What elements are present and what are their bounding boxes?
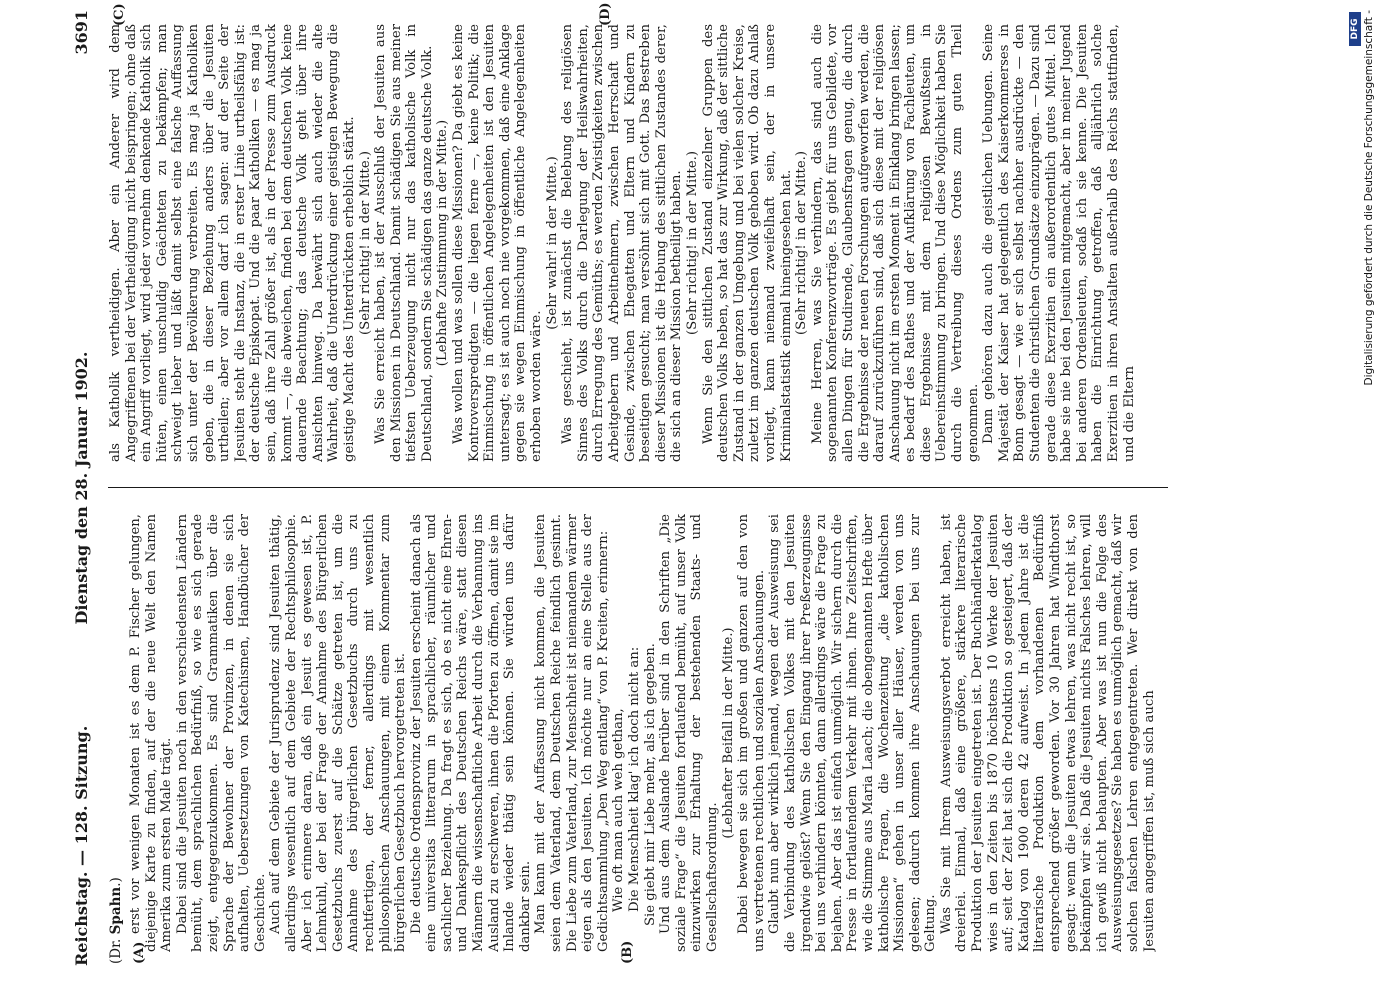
speaker-suffix: .) — [108, 877, 124, 887]
dfg-logo: DFG — [1349, 12, 1361, 46]
margin-marker-b: (B) — [620, 940, 635, 964]
margin-marker-c: (C) — [112, 3, 127, 26]
poem-line: Die Menschheit klag' ich doch nicht an: — [627, 646, 642, 912]
paragraph: Die deutsche Ordensprovinz der Jesuiten erscheint danach als eine universitas litterarum in sprachlicher, räumlicher und sachlicher Beziehung. Da fragt es sich, ob es nicht eine Ehren- und Dankespflicht des Deutschen Reichs wäre, statt diesen Männern die wissenschaftliche Arbeit durch die Verbannung ins Ausland zu erschweren, ihnen die Pforten zu öffnen, damit sie im Inlande wieder thätig sein können. Sie würden uns dafür dankbar sein. — [408, 514, 533, 952]
paragraph: Meine Herren, was Sie verhindern, das sind auch die sogenannten Konferenzvorträge. Es giebt für uns Gebildete, vor allen Dingen für Studirende, Glaubensfragen genug, die durch die Ergebnisse der neuen Forschungen aufgeworfen werden, die darauf zurückzuführen sind, daß sich diese mit der religiösen Anschauung nicht im ersten Moment in Einklang bringen lassen; es bedarf des Rathes und der Aufklärung von Fachleuten, um diese Ergebnisse mit dem religiösen Bewußtsein in Uebereinstimmung zu bringen. Und diese Möglichkeit haben Sie durch die Vertreibung dieses Ordens zum guten Theil genommen. — [809, 24, 981, 462]
stage-direction: (Sehr richtig! in der Mitte.) — [794, 151, 810, 335]
paragraph: Was geschieht, ist zunächst die Belebung des religiösen Sinnes des Volks durch die Darlegung der Heilswahrheiten, durch Erregung des Gemüths; es werden Zwistigkeiten zwischen Arbeitgebern und Arbeitnehmern, zwischen Herrschaft und Gesinde, zwischen Ehegatten und Eltern und Kindern zu beseitigen gesucht; man versöhnt sich mit Gott. Das Bestreben dieser Missionen ist die Hebung des sittlichen Zustandes derer, die sich an dieser Mission betheiligt haben. — [560, 24, 685, 462]
header-session: Reichstag. — 128. Sitzung. — [72, 725, 91, 966]
paragraph: Dabei bewegen sie sich im großen und ganzen auf den von uns vertretenen rechtlichen und sozialen Anschauungen. — [736, 514, 767, 952]
paragraph: Wenn Sie den sittlichen Zustand einzelner Gruppen des deutschen Volks heben, so hat das zur Wirkung, daß der sittliche Zustand in der ganzen Umgebung und bei vielen solcher Kreise, zuletzt im ganzen deutschen Volk gehoben wird. Ob dazu Anlaß vorliegt, kann niemand zweifelhaft sein, der in unsere Kriminalstatistik einmal hineingesehen hat. — [700, 24, 794, 462]
page-header — [66, 10, 96, 966]
paragraph: Auch auf dem Gebiete der Jurisprudenz sind Jesuiten thätig, allerdings wesentlich auf dem Gebiete der Rechtsphilosophie. Aber ich erinnere daran, daß ein Jesuit es gewesen ist, P. Lehmkuhl, der bei der Frage der Annahme des Bürgerlichen Gesetzbuchs zuerst auf die Schätze getreten ist, um die Annahme des bürgerlichen Gesetzbuchs durch uns zu rechtfertigen, der ferner, allerdings mit wesentlich philosophischen Anschauungen, mit einem Kommentar zum bürgerlichen Gesetzbuch hervorgetreten ist. — [268, 514, 409, 952]
paragraph: Dann gehören dazu auch die geistlichen Uebungen. Seine Majestät der Kaiser hat gelegentlich des Kaiserkommerses in Bonn gesagt — wie er sich selbst nachher ausdrückte — den Studenten die christlichen Grundsätze einzuprägen. — Dazu sind gerade diese Exerzitien ein außerordentlich gutes Mittel. Ich habe sie nie bei den Jesuiten mitgemacht, aber in meiner Jugend bei anderen Ordensleuten, sodaß ich sie kenne. Die Jesuiten haben die Einrichtung getroffen, daß alljährlich solche Exerzitien in ihren Anstalten außerhalb des Reichs stattfinden, und die Eltern — [981, 24, 1137, 462]
stage-direction: (Sehr wahr! in der Mitte.) — [544, 156, 560, 330]
page-number: 3691 — [72, 10, 91, 55]
digitization-note: Digitalisierung gefördert durch die Deutsche Forschungsgemeinschaft - — [1363, 10, 1375, 386]
column-divider — [108, 487, 1168, 488]
paragraph: Was wollen und was sollen diese Missionen? Da giebt es keine Kontroverspredigten — die liegen ferne —, keine Politik; die Einmischung in öffentlichen Angelegenheiten ist den Jesuiten untersagt; es ist auch noch nie vorgekommen, daß eine Anklage gegen sie wegen Einmischung in öffentliche Angelegenheiten erhoben worden wäre. — [451, 24, 545, 462]
paragraph: Glaubt nun aber wirklich jemand, wegen der Ausweisung sei die Verbindung des katholischen Volkes mit den Jesuiten irgendwie gelöst? Wenn Sie den Eingang ihrer Preßerzeugnisse bei uns verhindern könnten, dann allerdings wäre die Frage zu bejahen. Aber das ist einfach unmöglich. Wir sichern durch die Presse in fortlaufendem Verkehr mit ihnen. Ihre Zeitschriften, wie die Stimme aus Maria Laach; die obengenannten Hefte über katholische Fragen, die Wochenzeitung „die katholischen Missionen“ gehen in unser aller Häuser, werden von uns gelesen; dadurch kommen ihre Anschauungen bei uns zur Geltung. — [767, 514, 939, 952]
margin-marker-d: (D) — [598, 2, 613, 26]
header-date: Dienstag den 28. Januar 1902. — [72, 351, 91, 625]
margin-marker-a: (A) — [132, 941, 147, 964]
speaker-name: Spahn — [108, 886, 124, 935]
poem-line: Wie oft man auch weh gethan, — [611, 708, 627, 912]
poem-line: Sie giebt mir Liebe mehr, als ich gegeben. — [642, 643, 658, 926]
stage-direction: (Lebhafter Beifall in der Mitte.) — [720, 627, 736, 839]
paragraph: Man kann mit der Auffassung nicht kommen, die Jesuiten seien dem Vaterland, dem Deutschen Reiche feindlich gesinnt. Die Liebe zum Vaterland, zur Menschheit ist niemandem wärmer eigen als den Jesuiten. Ich möchte nur an eine Stelle aus der Gedichtsammlung „Den Weg entlang“ von P. Kreiten, erinnern: — [533, 514, 611, 952]
paragraph: Was Sie erreicht haben, ist der Ausschluß der Jesuiten aus den Missionen in Deutschland. Damit schädigen Sie aus meiner tiefsten Ueberzeugung nicht nur das katholische Volk in Deutschland, sondern Sie schädigen das ganze deutsche Volk. — [373, 24, 435, 462]
stage-direction: (Sehr richtig! in der Mitte.) — [357, 151, 373, 335]
speaker-prefix: (Dr. — [108, 938, 124, 964]
text-column-left — [128, 514, 1168, 952]
paragraph: erst vor wenigen Monaten ist es dem P. Fischer gelungen, diejenige Karte zu finden, auf der die neue Welt den Namen Amerika zum ersten Male trägt. — [128, 514, 175, 952]
speaker-tag — [108, 877, 124, 964]
paragraph: Was Sie mit Ihrem Ausweisungsverbot erreicht haben, ist dreierlei. Einmal, daß eine größere, stärkere literarische Produktion der Jesuiten eingetreten ist. Der Buchhändlerkatalog wies in den Zeiten bis 1870 höchstens 10 Werke der Jesuiten auf; seit der Zeit hat sich die Produktion so gesteigert, daß der Katalog von 1900 deren 42 aufweist. In jedem Jahre ist die literarische Produktion dem vorhandenen Bedürfniß entsprechend größer geworden. Vor 30 Jahren hat Windthorst gesagt: wenn die Jesuiten etwas lehren, was nicht recht ist, so bekämpfen wir sie. Daß die Jesuiten nichts Falsches lehren, will ich gewiß nicht behaupten. Aber was ist nun die Folge des Ausweisungsgesetzes? Sie haben es unmöglich gemacht, daß wir solchen falschen Lehren entgegentreten. Wer direkt von den Jesuiten angegriffen ist, muß sich auch — [938, 514, 1157, 952]
text-column-right — [108, 24, 1168, 462]
paragraph: als Katholik vertheidigen. Aber ein Anderer wird dem Angegriffenen bei der Vertheidigung nicht beispringen; ohne daß ein Angriff vorliegt, wird jeder vornehm denkende Katholik sich hüten, einen unschuldig Geächteten zu bekämpfen; man schweigt lieber und läßt damit selbst eine falsche Auffassung sich unter der Bevölkerung verbreiten. Es mag ja Katholiken geben, die in dieser Beziehung anders über die Jesuiten urtheilen; aber vor allem darf ich sagen: auf der Seite der Jesuiten steht die Instanz, die in erster Linie urtheilsfähig ist: der deutsche Episkopat. Und die paar Katholiken — es mag ja sein, daß ihre Zahl größer ist, als in der Presse zum Ausdruck kommt —, die abweichen, finden bei dem deutschen Volk keine dauernde Beachtung; das deutsche Volk geht über ihre Ansichten hinweg. Da bewährt sich auch wieder die alte Wahrheit, daß die Unterdrückung einer geistigen Bewegung die geistige Macht des Unterdrückten erheblich stärkt. — [108, 24, 357, 462]
stage-direction: (Lebhafte Zustimmung in der Mitte.) — [435, 119, 451, 367]
paragraph: Und aus dem Auslande herüber sind in den Schriften „Die soziale Frage“ die Jesuiten fortlaufend bemüht, auf unser Volk einzuwirken zur Erhaltung der bestehenden Staats- und Gesellschaftsordnung. — [658, 514, 720, 952]
paragraph: Dabei sind die Jesuiten noch in den verschiedensten Ländern bemüht, dem sprachlichen Bedürfniß, so wie es sich gerade zeigt, entgegenzukommen. Es sind Grammatiken über die Sprache der Bewohner der Provinzen, in denen sie sich aufhalten, Uebersetzungen von Katechismen, Handbücher der Geschichte. — [174, 514, 268, 952]
stage-direction: (Sehr richtig! in der Mitte.) — [684, 151, 700, 335]
